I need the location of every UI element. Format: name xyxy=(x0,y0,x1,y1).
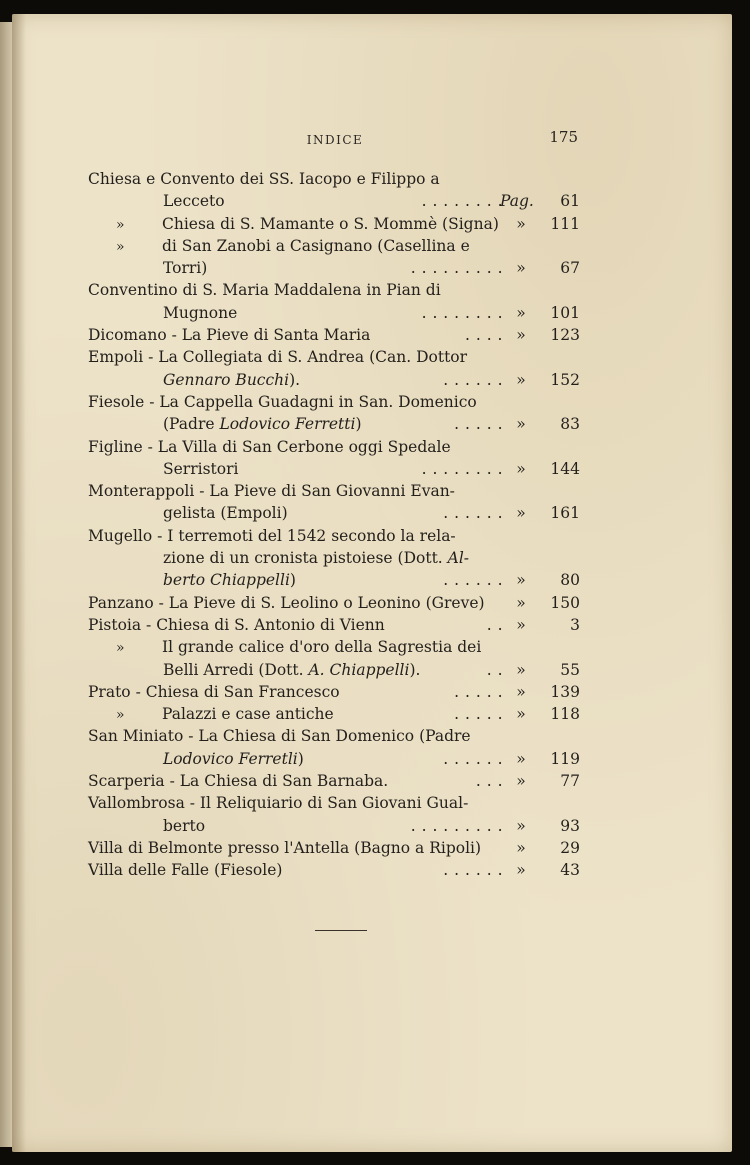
entry-text xyxy=(88,279,441,301)
index-entry-line xyxy=(88,502,583,524)
index-entry-line xyxy=(88,279,583,301)
index-entry-line xyxy=(88,257,583,279)
page-ref-mark: » xyxy=(516,749,526,768)
index-entry-line xyxy=(88,636,583,658)
dot-leader: . . . . . xyxy=(454,705,503,724)
entry-page-number: 123 xyxy=(550,326,580,345)
entry-text xyxy=(88,391,477,413)
entry-page-number: 61 xyxy=(560,192,580,211)
entry-page-number: 111 xyxy=(550,214,580,233)
page-ref-mark: » xyxy=(516,303,526,322)
entry-text-part: Panzano - La Pieve di S. Leolino o Leonino (Greve) xyxy=(88,593,485,612)
entry-text-part: Palazzi e case antiche xyxy=(162,705,334,724)
index-entry-line xyxy=(88,190,583,212)
entry-page-number: 29 xyxy=(560,838,580,857)
dot-leader: . . . . . . xyxy=(443,370,503,389)
entry-text xyxy=(88,525,456,547)
dot-leader: . . . . . . xyxy=(443,504,503,523)
entry-page-number: 80 xyxy=(560,571,580,590)
entry-text-part: Villa delle Falle (Fiesole) xyxy=(88,861,283,880)
entry-page-number: 93 xyxy=(560,816,580,835)
entry-text xyxy=(116,636,481,659)
entry-text-part: di San Zanobi a Casignano (Casellina e xyxy=(162,236,470,255)
entry-text-part: San Miniato - La Chiesa di San Domenico (Padre xyxy=(88,727,471,746)
index-entry-line xyxy=(88,369,583,391)
entry-text-part: Torri) xyxy=(163,259,208,278)
page-ref-mark: Pag. xyxy=(500,192,534,211)
entry-text-part: Mugello - I terremoti del 1542 secondo la rela- xyxy=(88,526,456,545)
index-entry-line xyxy=(88,792,583,814)
page-ref-mark: » xyxy=(516,504,526,523)
page-ref-mark: » xyxy=(516,326,526,345)
index-entry-line xyxy=(88,525,583,547)
entry-text-part: ). xyxy=(289,370,301,389)
entry-italic-text: Lodovico Ferretti xyxy=(219,415,356,434)
page-number: 175 xyxy=(549,128,578,146)
ditto-mark: » xyxy=(116,640,125,657)
entry-text-part: Lecceto xyxy=(163,192,225,211)
ditto-mark: » xyxy=(116,216,125,233)
entry-page-number: 152 xyxy=(550,370,580,389)
entry-text-part: Conventino di S. Maria Maddalena in Pian di xyxy=(88,281,441,300)
entry-text xyxy=(116,235,470,258)
dot-leader: . . . . . . . . xyxy=(421,459,503,478)
dot-leader: . . . . . . . . xyxy=(421,192,503,211)
entry-page-number: 144 xyxy=(550,459,580,478)
page-ref-mark: » xyxy=(516,593,526,612)
entry-text-part: (Padre xyxy=(163,415,220,434)
page-ref-mark: » xyxy=(516,370,526,389)
index-entry-line xyxy=(88,391,583,413)
entry-italic-text: A. Chiappelli xyxy=(308,660,410,679)
entry-text xyxy=(116,213,499,236)
entry-text-part: ) xyxy=(289,571,296,590)
dot-leader: . . . . . . xyxy=(443,749,503,768)
entry-text-part: Il grande calice d'oro della Sagrestia dei xyxy=(162,638,482,657)
entry-text xyxy=(88,592,485,614)
entry-text xyxy=(163,547,469,569)
page-ref-mark: » xyxy=(516,615,526,634)
index-entry-line xyxy=(88,592,583,614)
entry-page-number: 139 xyxy=(550,682,580,701)
index-entry-line xyxy=(88,480,583,502)
entry-text-part: Chiesa di S. Mamante o S. Mommè (Signa) xyxy=(162,214,499,233)
entry-text-part: berto xyxy=(163,816,206,835)
index-entry-line xyxy=(88,703,583,725)
entry-text-part: Empoli - La Collegiata di S. Andrea (Can. Dottor xyxy=(88,348,468,367)
spine-shadow xyxy=(12,14,26,1152)
dot-leader: . . . . . . xyxy=(443,861,503,880)
index-entry-line xyxy=(88,458,583,480)
page-ref-mark: » xyxy=(516,861,526,880)
page-ref-mark: » xyxy=(516,415,526,434)
dot-leader: . . . . . . . . . xyxy=(410,816,503,835)
entry-text-part: Prato - Chiesa di San Francesco xyxy=(88,682,340,701)
index-entry-line xyxy=(88,614,583,636)
index-entry-line xyxy=(88,413,583,435)
entry-page-number: 77 xyxy=(560,772,580,791)
index-entry-line xyxy=(88,235,583,257)
dot-leader: . . . . . xyxy=(454,415,503,434)
entry-text xyxy=(88,480,455,502)
dot-leader: . . . xyxy=(475,772,503,791)
entry-page-number: 3 xyxy=(570,615,580,634)
ditto-mark: » xyxy=(116,238,125,255)
index-entry-line xyxy=(88,436,583,458)
index-entry-line xyxy=(88,837,583,859)
index-entry-line xyxy=(88,569,583,591)
entry-text xyxy=(88,792,468,814)
entry-text-part: Figline - La Villa di San Cerbone oggi Spedale xyxy=(88,437,451,456)
entry-page-number: 161 xyxy=(550,504,580,523)
entry-text-part: zione di un cronista pistoiese (Dott. xyxy=(163,549,448,568)
dot-leader: . . . . xyxy=(465,326,503,345)
entry-page-number: 55 xyxy=(560,660,580,679)
entry-text-part: gelista (Empoli) xyxy=(163,504,288,523)
page-ref-mark: » xyxy=(516,660,526,679)
entry-text-part: Scarperia - La Chiesa di San Barnaba. xyxy=(88,772,389,791)
index-entry-line xyxy=(88,346,583,368)
page-ref-mark: » xyxy=(516,459,526,478)
closing-rule xyxy=(315,930,367,931)
dot-leader: . . xyxy=(486,615,503,634)
index-entry-line xyxy=(88,168,583,190)
ditto-mark: » xyxy=(116,707,125,724)
entry-page-number: 101 xyxy=(550,303,580,322)
entry-italic-text: berto Chiappelli xyxy=(163,571,290,590)
index-entry-line xyxy=(88,859,583,881)
entry-text-part: Belli Arredi (Dott. xyxy=(163,660,309,679)
entry-text-part: Monterappoli - La Pieve di San Giovanni Evan- xyxy=(88,482,455,501)
dot-leader: . . . . . xyxy=(454,682,503,701)
page-ref-mark: » xyxy=(516,705,526,724)
entry-italic-text: Al- xyxy=(447,549,470,568)
page-ref-mark: » xyxy=(516,682,526,701)
index-entry-line xyxy=(88,324,583,346)
index-entry-line xyxy=(88,681,583,703)
entry-text xyxy=(88,837,481,859)
entry-text-part: Vallombrosa - Il Reliquiario di San Giovani Gual- xyxy=(88,794,469,813)
page-ref-mark: » xyxy=(516,214,526,233)
entry-text-part: Villa di Belmonte presso l'Antella (Bagno a Ripoli) xyxy=(88,838,482,857)
entry-text-part: ) xyxy=(355,415,362,434)
entry-page-number: 43 xyxy=(560,861,580,880)
entry-text xyxy=(88,346,467,368)
index-entry-line xyxy=(88,302,583,324)
entry-page-number: 150 xyxy=(550,593,580,612)
entry-text xyxy=(88,168,440,190)
running-head xyxy=(92,128,578,150)
entry-text-part: Dicomano - La Pieve di Santa Maria xyxy=(88,326,371,345)
page-ref-mark: » xyxy=(516,571,526,590)
entry-text-part: Chiesa e Convento dei SS. Iacopo e Filippo a xyxy=(88,170,440,188)
index-entry-line xyxy=(88,213,583,235)
index-entry-line xyxy=(88,547,583,569)
entry-page-number: 119 xyxy=(550,749,580,768)
page-ref-mark: » xyxy=(516,838,526,857)
index-entry-line xyxy=(88,815,583,837)
index-list xyxy=(88,168,583,882)
entry-text xyxy=(88,725,471,747)
dot-leader: . . xyxy=(486,660,503,679)
dot-leader: . . . . . . xyxy=(443,571,503,590)
entry-italic-text: Gennaro Bucchi xyxy=(163,370,290,389)
page-ref-mark: » xyxy=(516,816,526,835)
entry-text-part: Fiesole - La Cappella Guadagni in San. Domenico xyxy=(88,392,477,411)
index-entry-line xyxy=(88,725,583,747)
index-entry-line xyxy=(88,659,583,681)
entry-text-part: ). xyxy=(409,660,421,679)
page-ref-mark: » xyxy=(516,259,526,278)
dot-leader: . . . . . . . . xyxy=(421,303,503,322)
index-entry-line xyxy=(88,748,583,770)
entry-text-part: Serristori xyxy=(163,459,239,478)
entry-italic-text: Lodovico Ferretli xyxy=(163,749,298,768)
entry-text-part: Pistoia - Chiesa di S. Antonio di Vienn xyxy=(88,615,385,634)
dot-leader: . . . . . . . . . xyxy=(410,259,503,278)
entry-page-number: 67 xyxy=(560,259,580,278)
entry-text-part: ) xyxy=(297,749,304,768)
page-ref-mark: » xyxy=(516,772,526,791)
index-entry-line xyxy=(88,770,583,792)
entry-page-number: 83 xyxy=(560,415,580,434)
running-title: INDICE xyxy=(306,133,364,147)
entry-page-number: 118 xyxy=(550,705,580,724)
entry-text-part: Mugnone xyxy=(163,303,238,322)
entry-text xyxy=(88,436,451,458)
